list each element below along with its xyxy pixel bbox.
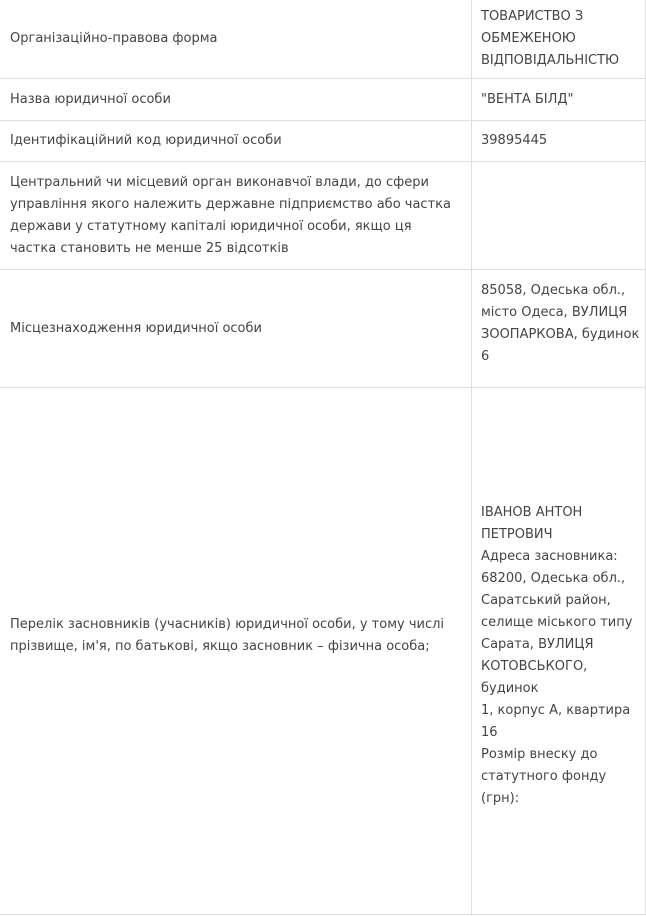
legal-form-value-line: ТОВАРИСТВО З bbox=[481, 9, 584, 24]
field-label bbox=[0, 388, 472, 915]
table-row bbox=[0, 0, 646, 79]
table-row bbox=[0, 79, 646, 121]
field-value bbox=[472, 121, 646, 162]
location-value-line: 85058, Одеська обл., bbox=[481, 283, 626, 298]
founders-label-line: Перелік засновників (учасників) юридичної особи, у тому числі bbox=[10, 617, 445, 632]
founders-value-line: ІВАНОВ АНТОН bbox=[481, 504, 583, 520]
founders-value-line: селище міського типу bbox=[481, 614, 633, 630]
table-row bbox=[0, 388, 646, 915]
founders-value-line: Адреса засновника: bbox=[481, 548, 618, 564]
founders-value-line: 16 bbox=[481, 724, 498, 740]
company-code-label: Ідентифікаційний код юридичної особи bbox=[10, 133, 282, 148]
field-label bbox=[0, 162, 472, 270]
table-row bbox=[0, 270, 646, 388]
field-value bbox=[472, 388, 646, 915]
founders-value-line: 68200, Одеська обл., bbox=[481, 570, 626, 586]
field-value bbox=[472, 270, 646, 388]
legal-form-value-line: ОБМЕЖЕНОЮ bbox=[481, 31, 576, 46]
legal-form-value-line: ВІДПОВІДАЛЬНІСТЮ bbox=[481, 53, 620, 68]
field-label bbox=[0, 270, 472, 388]
company-name-label: Назва юридичної особи bbox=[10, 91, 171, 107]
founders-value-line: ПЕТРОВИЧ bbox=[481, 526, 553, 542]
field-label bbox=[0, 0, 472, 79]
field-value-empty bbox=[472, 162, 646, 270]
founders-value-line: 1, корпус А, квартира bbox=[481, 702, 631, 718]
location-value-line: 6 bbox=[481, 349, 490, 364]
founders-value-line: Сарата, ВУЛИЦЯ bbox=[481, 636, 594, 652]
location-value-line: ЗООПАРКОВА, будинок bbox=[481, 327, 640, 342]
table-row bbox=[0, 162, 646, 270]
field-label bbox=[0, 79, 472, 121]
location-label: Місцезнаходження юридичної особи bbox=[10, 320, 262, 336]
legal-form-label: Організаційно-правова форма bbox=[10, 31, 218, 46]
founders-label-line: прізвище, ім'я, по батькові, якщо засновник – фізична особа; bbox=[10, 639, 430, 654]
table-row bbox=[0, 121, 646, 162]
founders-value-line: Саратський район, bbox=[481, 592, 611, 608]
company-name-value: "ВЕНТА БІЛД" bbox=[481, 91, 574, 107]
field-label bbox=[0, 121, 472, 162]
founders-value-line: Розмір внеску до bbox=[481, 746, 598, 762]
founders-value-line: статутного фонду (грн): bbox=[481, 768, 607, 806]
authority-label: Центральний чи місцевий орган виконавчої влади, до сфери управління якого належить державне підприємство або частка держави у статутному капіталі юридичної особи, якщо ця частка становить не менше 25 відсотків bbox=[10, 174, 451, 256]
field-value bbox=[472, 79, 646, 121]
location-value-line: місто Одеса, ВУЛИЦЯ bbox=[481, 305, 628, 320]
field-value bbox=[472, 0, 646, 79]
founders-value-line: КОТОВСЬКОГО, будинок bbox=[481, 658, 588, 696]
company-code-value: 39895445 bbox=[481, 133, 548, 148]
